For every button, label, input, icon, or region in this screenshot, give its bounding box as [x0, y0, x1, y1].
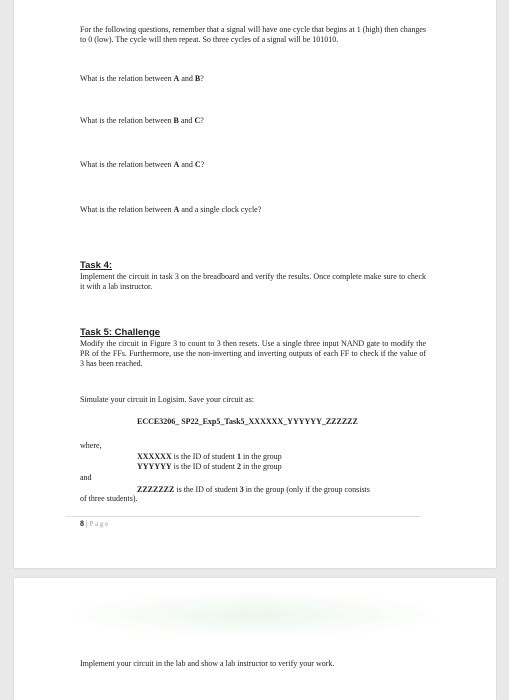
task4-title: Task 4:	[80, 260, 113, 271]
footer-divider	[66, 516, 421, 517]
student-3-id-line: ZZZZZZZ is the ID of student 3 in the group (only if the group consists	[137, 485, 370, 494]
intro-paragraph: For the following questions, remember that a signal will have one cycle that begins at 1 (high) then changes to 0 (low). The cycle will then repeat. So three cycles of a signal will be 101010.	[80, 25, 426, 44]
and-label: and	[80, 473, 92, 482]
save-filename: ECCE3206_ SP22_Exp5_Task5_XXXXXX_YYYYYY_ZZZZZZ	[137, 417, 358, 426]
page-footer: 8 | P a g e	[80, 519, 109, 528]
lab-verification-instruction: Implement your circuit in the lab and show a lab instructor to verify your work.	[80, 659, 335, 668]
faded-background-mark	[60, 590, 450, 640]
task4-body: Implement the circuit in task 3 on the breadboard and verify the results. Once complete make sure to check it with a lab instructor.	[80, 272, 426, 291]
student-1-id-line: XXXXXX is the ID of student 1 in the group	[137, 452, 282, 461]
student-2-id-line: YYYYYY is the ID of student 2 in the group	[137, 462, 282, 471]
question-2: What is the relation between B and C?	[80, 116, 204, 125]
question-1: What is the relation between A and B?	[80, 74, 204, 83]
simulate-instruction: Simulate your circuit in Logisim. Save your circuit as:	[80, 395, 254, 404]
task5-title: Task 5: Challenge	[80, 327, 161, 338]
student-3-id-line-cont: of three students).	[80, 494, 138, 503]
where-label: where,	[80, 441, 102, 450]
task5-body: Modify the circuit in Figure 3 to count to 3 then resets. Use a single three input NAND gate to modify the PR of the FFs. Furthermore, use the non-inverting and inverting outputs of each FF to check if the value of 3 has been reached.	[80, 339, 426, 368]
question-4: What is the relation between A and a single clock cycle?	[80, 205, 262, 214]
question-3: What is the relation between A and C?	[80, 160, 205, 169]
